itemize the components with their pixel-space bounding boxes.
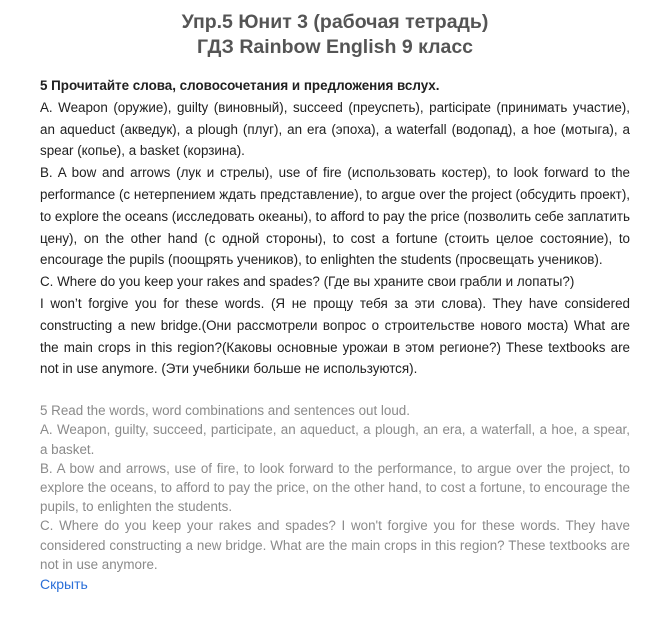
answer-paragraph-a: A. Weapon (оружие), guilty (виновный), succeed (преуспеть), participate (принимать участие), an aqueduct (акведук), a plough (плуг), an era (эпоха), a waterfall (водопад), a hoe (мотыга), a spear (копье), a basket (корзина). <box>40 99 630 159</box>
hide-link[interactable]: Скрыть <box>40 575 88 592</box>
russian-answer-block <box>40 75 630 380</box>
answer-paragraph-c-line1: C. Where do you keep your rakes and spades? (Где вы храните свои грабли и лопаты?) <box>40 274 575 290</box>
page-header <box>40 10 630 60</box>
task-heading: 5 Read the words, word combinations and sentences out loud. <box>40 403 410 419</box>
task-paragraph-b: B. A bow and arrows, use of fire, to look forward to the performance, to argue over the project, to explore the oceans, to afford to pay the price, on the other hand, to cost a fortune, to encourage the pupils, to enlighten the students. <box>40 460 630 515</box>
task-paragraph-c: C. Where do you keep your rakes and spades? I won't forgive you for these words. They have considered constructing a new bridge. What are the main crops in this region? These textbooks are not in use anymore. <box>40 518 630 572</box>
answer-paragraph-c-line2: I won’t forgive you for these words. (Я не прощу тебя за эти слова). They have considered constructing a new bridge.(Они рассмотрели вопрос о строительстве нового моста) What are the main crops in this region?(Каковы основные урожаи в этом регионе?) These textbooks are not in use anymore. (Эти учебники больше не используются). <box>40 295 630 377</box>
task-paragraph-a: A. Weapon, guilty, succeed, participate, an aqueduct, a plough, an era, a waterfall, a hoe, a spear, a basket. <box>40 422 630 457</box>
answer-paragraph-b: B. A bow and arrows (лук и стрелы), use of fire (использовать костер), to look forward to the performance (с нетерпением ждать представление), to argue over the project (обсудить проект), to explore the oceans (исследовать океаны), to afford to pay the price (позволить себе заплатить цену), on the other hand (с одной стороны), to cost a fortune (стоить целое состояние), to encourage the pupils (поощрять учеников), to enlighten the students (просвещать учеников). <box>40 165 631 268</box>
english-task-block <box>40 401 630 594</box>
page-subtitle: ГДЗ Rainbow English 9 класс <box>196 36 474 58</box>
answer-heading: 5 Прочитайте слова, словосочетания и предложения вслух. <box>40 78 440 93</box>
page-title: Упр.5 Юнит 3 (рабочая тетрадь) <box>181 11 489 33</box>
